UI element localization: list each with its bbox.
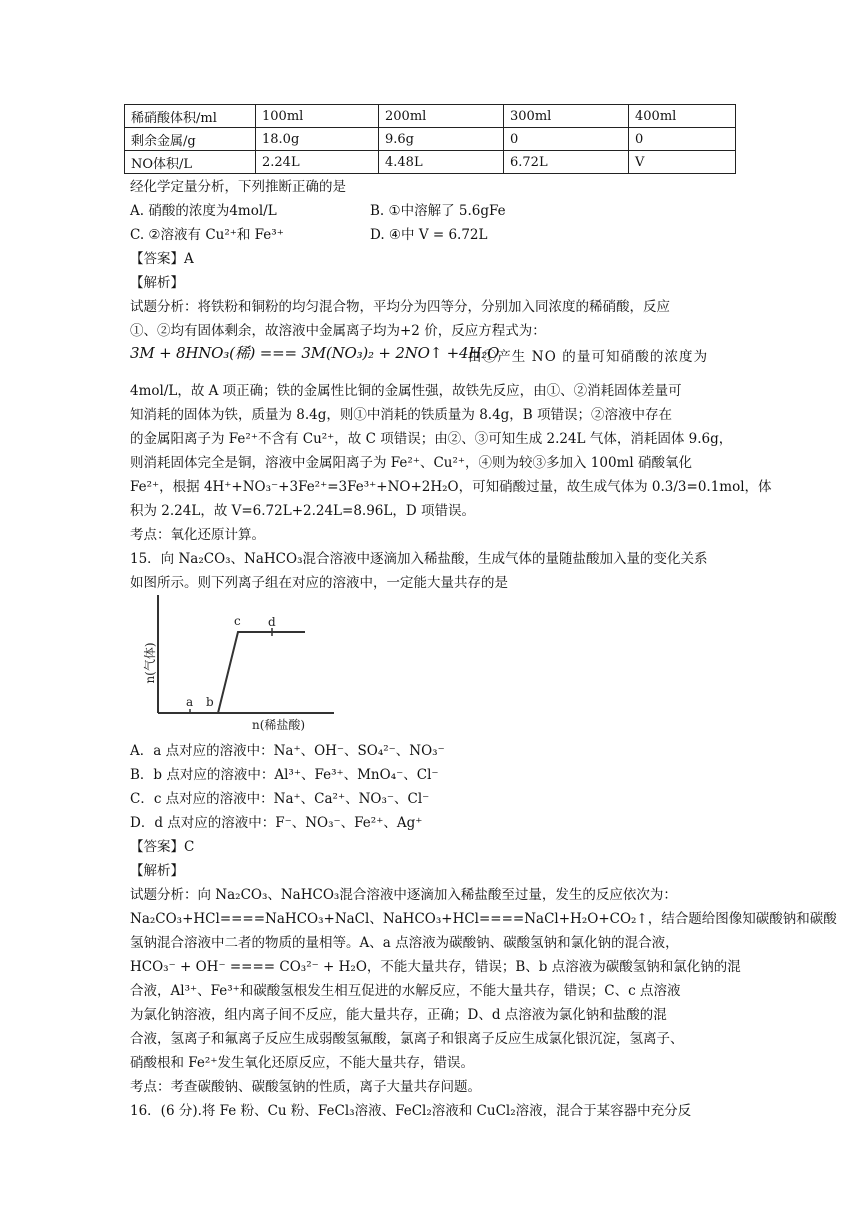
analysis-line: 的金属阳离子为 Fe²⁺不含有 Cu²⁺，故 C 项错误；由②、③可知生成 2.24L 气体，消耗固体 9.6g， xyxy=(130,431,733,447)
exam-point: 考点：氧化还原计算。 xyxy=(130,527,265,543)
table-cell: 400ml xyxy=(629,105,736,128)
question-stem: 15．向 Na₂CO₃、NaHCO₃混合溶液中逐滴加入稀盐酸，生成气体的量随盐酸加入量的变化关系 xyxy=(130,551,708,567)
reaction-equation: 3M + 8HNO₃(稀) === 3M(NO₃)₂ + 2NO↑ +4H₂O xyxy=(130,344,500,362)
table-cell: 300ml xyxy=(504,105,629,128)
option-a: A. 硝酸的浓度为4mol/L xyxy=(130,203,277,219)
table-row xyxy=(125,105,736,128)
analysis-line: ①、②均有固体剩余，故溶液中金属离子均为+2 价，反应方程式为： xyxy=(130,323,546,339)
y-axis-label: n(气体) xyxy=(143,642,157,684)
data-table xyxy=(124,104,736,174)
option-b: B. ①中溶解了 5.6gFe xyxy=(370,203,506,219)
table-cell: 6.72L xyxy=(504,151,629,174)
analysis-line: 合液，氢离子和氟离子反应生成弱酸氢氟酸，氯离子和银离子反应生成氯化银沉淀，氢离子、 xyxy=(130,1031,684,1047)
option-a: A．a 点对应的溶液中：Na⁺、OH⁻、SO₄²⁻、NO₃⁻ xyxy=(130,743,445,759)
table-cell: 2.24L xyxy=(256,151,379,174)
analysis-line: 知消耗的固体为铁，质量为 8.4g，则①中消耗的铁质量为 8.4g，B 项错误；②溶液中存在 xyxy=(130,407,673,423)
table-row xyxy=(125,151,736,174)
point-label-b: b xyxy=(206,695,214,709)
analysis-line: 为氯化钠溶液，组内离子间不反应，能大量共存，正确；D、d 点溶液为氯化钠和盐酸的混 xyxy=(130,1007,667,1023)
option-row xyxy=(130,224,742,246)
table-row xyxy=(125,128,736,151)
option-c: C．c 点对应的溶液中：Na⁺、Ca²⁺、NO₃⁻、Cl⁻ xyxy=(130,791,430,807)
analysis-line: 氢钠混合溶液中二者的物质的量相等。A、a 点溶液为碳酸钠、碳酸氢钠和氯化钠的混合液， xyxy=(130,935,679,951)
x-axis-label: n(稀盐酸) xyxy=(252,718,306,732)
option-d: D. ④中 V = 6.72L xyxy=(370,227,488,243)
table-cell: 0 xyxy=(629,128,736,151)
analysis-line: Na₂CO₃+HCl====NaHCO₃+NaCl、NaHCO₃+HCl====NaCl+H₂O+CO₂↑，结合题给图像知碳酸钠和碳酸 xyxy=(130,911,837,927)
table-cell: V xyxy=(629,151,736,174)
question-stem: 经化学定量分析，下列推断正确的是 xyxy=(130,179,346,195)
table-cell: 4.48L xyxy=(379,151,504,174)
table-cell: 18.0g xyxy=(256,128,379,151)
analysis-label: 【解析】 xyxy=(130,863,184,879)
option-d: D．d 点对应的溶液中：F⁻、NO₃⁻、Fe²⁺、Ag⁺ xyxy=(130,815,423,831)
point-label-d: d xyxy=(268,615,276,629)
analysis-line: 试题分析：将铁粉和铜粉的均匀混合物，平均分为四等分，分别加入同浓度的稀硝酸，反应 xyxy=(130,299,670,315)
question-stem: 16．(6 分).将 Fe 粉、Cu 粉、FeCl₃溶液、FeCl₂溶液和 CuCl₂溶液，混合于某容器中充分反 xyxy=(130,1103,692,1119)
analysis-line: 4mol/L，故 A 项正确；铁的金属性比铜的金属性强，故铁先反应，由①、②消耗固体差量可 xyxy=(130,383,682,399)
option-b: B．b 点对应的溶液中：Al³⁺、Fe³⁺、MnO₄⁻、Cl⁻ xyxy=(130,767,439,783)
analysis-line: 试题分析：向 Na₂CO₃、NaHCO₃混合溶液中逐滴加入稀盐酸至过量，发生的反应依次为： xyxy=(130,887,677,903)
analysis-line: 积为 2.24L，故 V=6.72L+2.24L=8.96L，D 项错误。 xyxy=(130,503,475,519)
analysis-line: 则消耗固体完全是铜，溶液中金属阳离子为 Fe²⁺、Cu²⁺，④则为较③多加入 100ml 硝酸氧化 xyxy=(130,455,692,471)
table-cell: 100ml xyxy=(256,105,379,128)
option-row xyxy=(130,200,742,222)
point-label-a: a xyxy=(186,695,194,709)
exam-point: 考点：考查碳酸钠、碳酸氢钠的性质，离子大量共存问题。 xyxy=(130,1079,481,1095)
point-label-c: c xyxy=(234,614,241,628)
analysis-label: 【解析】 xyxy=(130,275,184,291)
option-c: C. ②溶液有 Cu²⁺和 Fe³⁺ xyxy=(130,227,284,243)
table-cell: NO体积/L xyxy=(125,151,256,174)
answer: 【答案】A xyxy=(130,251,194,267)
answer: 【答案】C xyxy=(130,839,195,855)
question-stem: 如图所示。则下列离子组在对应的溶液中，一定能大量共存的是 xyxy=(130,575,508,591)
gas-volume-graph xyxy=(130,585,340,733)
table-cell: 稀硝酸体积/ml xyxy=(125,105,256,128)
table-cell: 0 xyxy=(504,128,629,151)
table-cell: 剩余金属/g xyxy=(125,128,256,151)
analysis-line: HCO₃⁻ + OH⁻ ==== CO₃²⁻ + H₂O，不能大量共存，错误；B、b 点溶液为碳酸氢钠和氯化钠的混 xyxy=(130,959,741,975)
gas-curve xyxy=(158,632,305,713)
analysis-line: Fe²⁺，根据 4H⁺+NO₃⁻+3Fe²⁺=3Fe³⁺+NO+2H₂O，可知硝酸过量，故生成气体为 0.3/3=0.1mol，体 xyxy=(130,479,772,495)
table-cell: 9.6g xyxy=(379,128,504,151)
table-cell: 200ml xyxy=(379,105,504,128)
analysis-line: 由①产生 NO 的量可知硝酸的浓度为 xyxy=(468,349,709,365)
analysis-line: 合液，Al³⁺、Fe³⁺和碳酸氢根发生相互促进的水解反应，不能大量共存，错误；C、c 点溶液 xyxy=(130,983,681,999)
analysis-line: 硝酸根和 Fe²⁺发生氧化还原反应，不能大量共存，错误。 xyxy=(130,1055,474,1071)
